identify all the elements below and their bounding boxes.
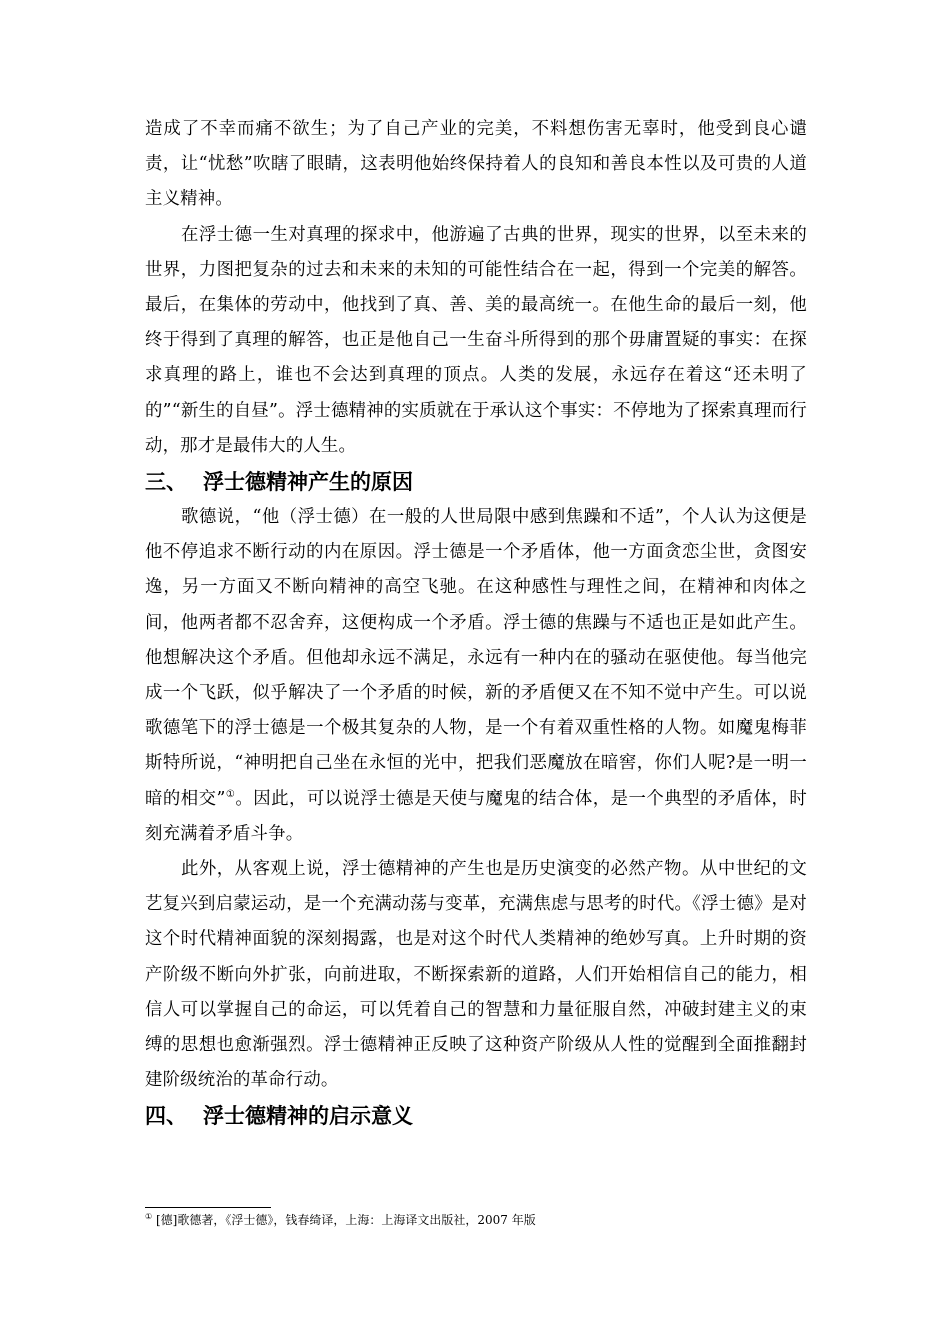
paragraph-4: 此外，从客观上说，浮士德精神的产生也是历史演变的必然产物。从中世纪的文艺复兴到启蒙运动，是一个充满动荡与变革，充满焦虑与思考的时代。《浮士德》是对这个时代精神面貌的深刻揭露，也是对这个时代人类精神的绝妙写真。上升时期的资产阶级不断向外扩张，向前进取，不断探索新的道路，人们开始相信自己的能力，相信人可以掌握自己的命运，可以凭着自己的智慧和力量征服自然，冲破封建主义的束缚的思想也愈渐强烈。浮士德精神正反映了这种资产阶级从人性的觉醒到全面推翻封建阶级统治的革命行动。 (145, 859, 807, 1091)
document-body (145, 112, 807, 1134)
paragraph-3 (145, 500, 807, 852)
footnote-mark: ① (145, 1212, 153, 1221)
section-heading-4 (145, 1098, 807, 1134)
footnote (145, 1212, 807, 1228)
paragraph-3-part-a: 歌德说，“他（浮士德）在一般的人世局限中感到焦躁和不适”，个人认为这便是他不停追求不断行动的内在原因。浮士德是一个矛盾体，他一方面贪恋尘世，贪图安逸，另一方面又不断向精神的高空飞驰。在这种感性与理性之间，在精神和肉体之间，他两者都不忍舍弃，这便构成一个矛盾。浮士德的焦躁与不适也正是如此产生。他想解决这个矛盾。但他却永远不满足，永远有一种内在的骚动在驱使他。每当他完成一个飞跃，似乎解决了一个矛盾的时候，新的矛盾便又在不知不觉中产生。可以说歌德笔下的浮士德是一个极其复杂的人物，是一个有着双重性格的人物。如魔鬼梅菲斯特所说，“神明把自己坐在永恒的光中，把我们恶魔放在暗窖，你们人呢?是一明一暗的相交” (145, 507, 807, 809)
section-title-3: 浮士德精神产生的原因 (203, 469, 413, 494)
footnote-reference[interactable]: ① (225, 788, 236, 800)
footnote-text: [德]歌德著，《浮士德》，钱春绮译，上海：上海译文出版社，2007 年版 (152, 1213, 536, 1227)
paragraph-3-part-b: 。因此，可以说浮士德是天使与魔鬼的结合体，是一个典型的矛盾体，时刻充满着矛盾斗争。 (145, 788, 807, 844)
paragraph-2: 在浮士德一生对真理的探求中，他游遍了古典的世界，现实的世界，以至未来的世界，力图把复杂的过去和未来的未知的可能性结合在一起，得到一个完美的解答。最后，在集体的劳动中，他找到了真、善、美的最高统一。在他生命的最后一刻，他终于得到了真理的解答，也正是他自己一生奋斗所得到的那个毋庸置疑的事实：在探求真理的路上，谁也不会达到真理的顶点。人类的发展，永远存在着这“还未明了的”“新生的自昼”。浮士德精神的实质就在于承认这个事实：不停地为了探索真理而行动，那才是最伟大的人生。 (145, 224, 807, 456)
section-number-3: 三、 (145, 469, 187, 494)
section-heading-3 (145, 464, 807, 500)
footnote-separator (145, 1207, 271, 1208)
section-number-4: 四、 (145, 1103, 187, 1128)
paragraph-1: 造成了不幸而痛不欲生；为了自己产业的完美，不料想伤害无辜时，他受到良心谴责，让“忧愁”吹瞎了眼睛，这表明他始终保持着人的良知和善良本性以及可贵的人道主义精神。 (145, 119, 807, 210)
section-title-4: 浮士德精神的启示意义 (203, 1103, 413, 1128)
